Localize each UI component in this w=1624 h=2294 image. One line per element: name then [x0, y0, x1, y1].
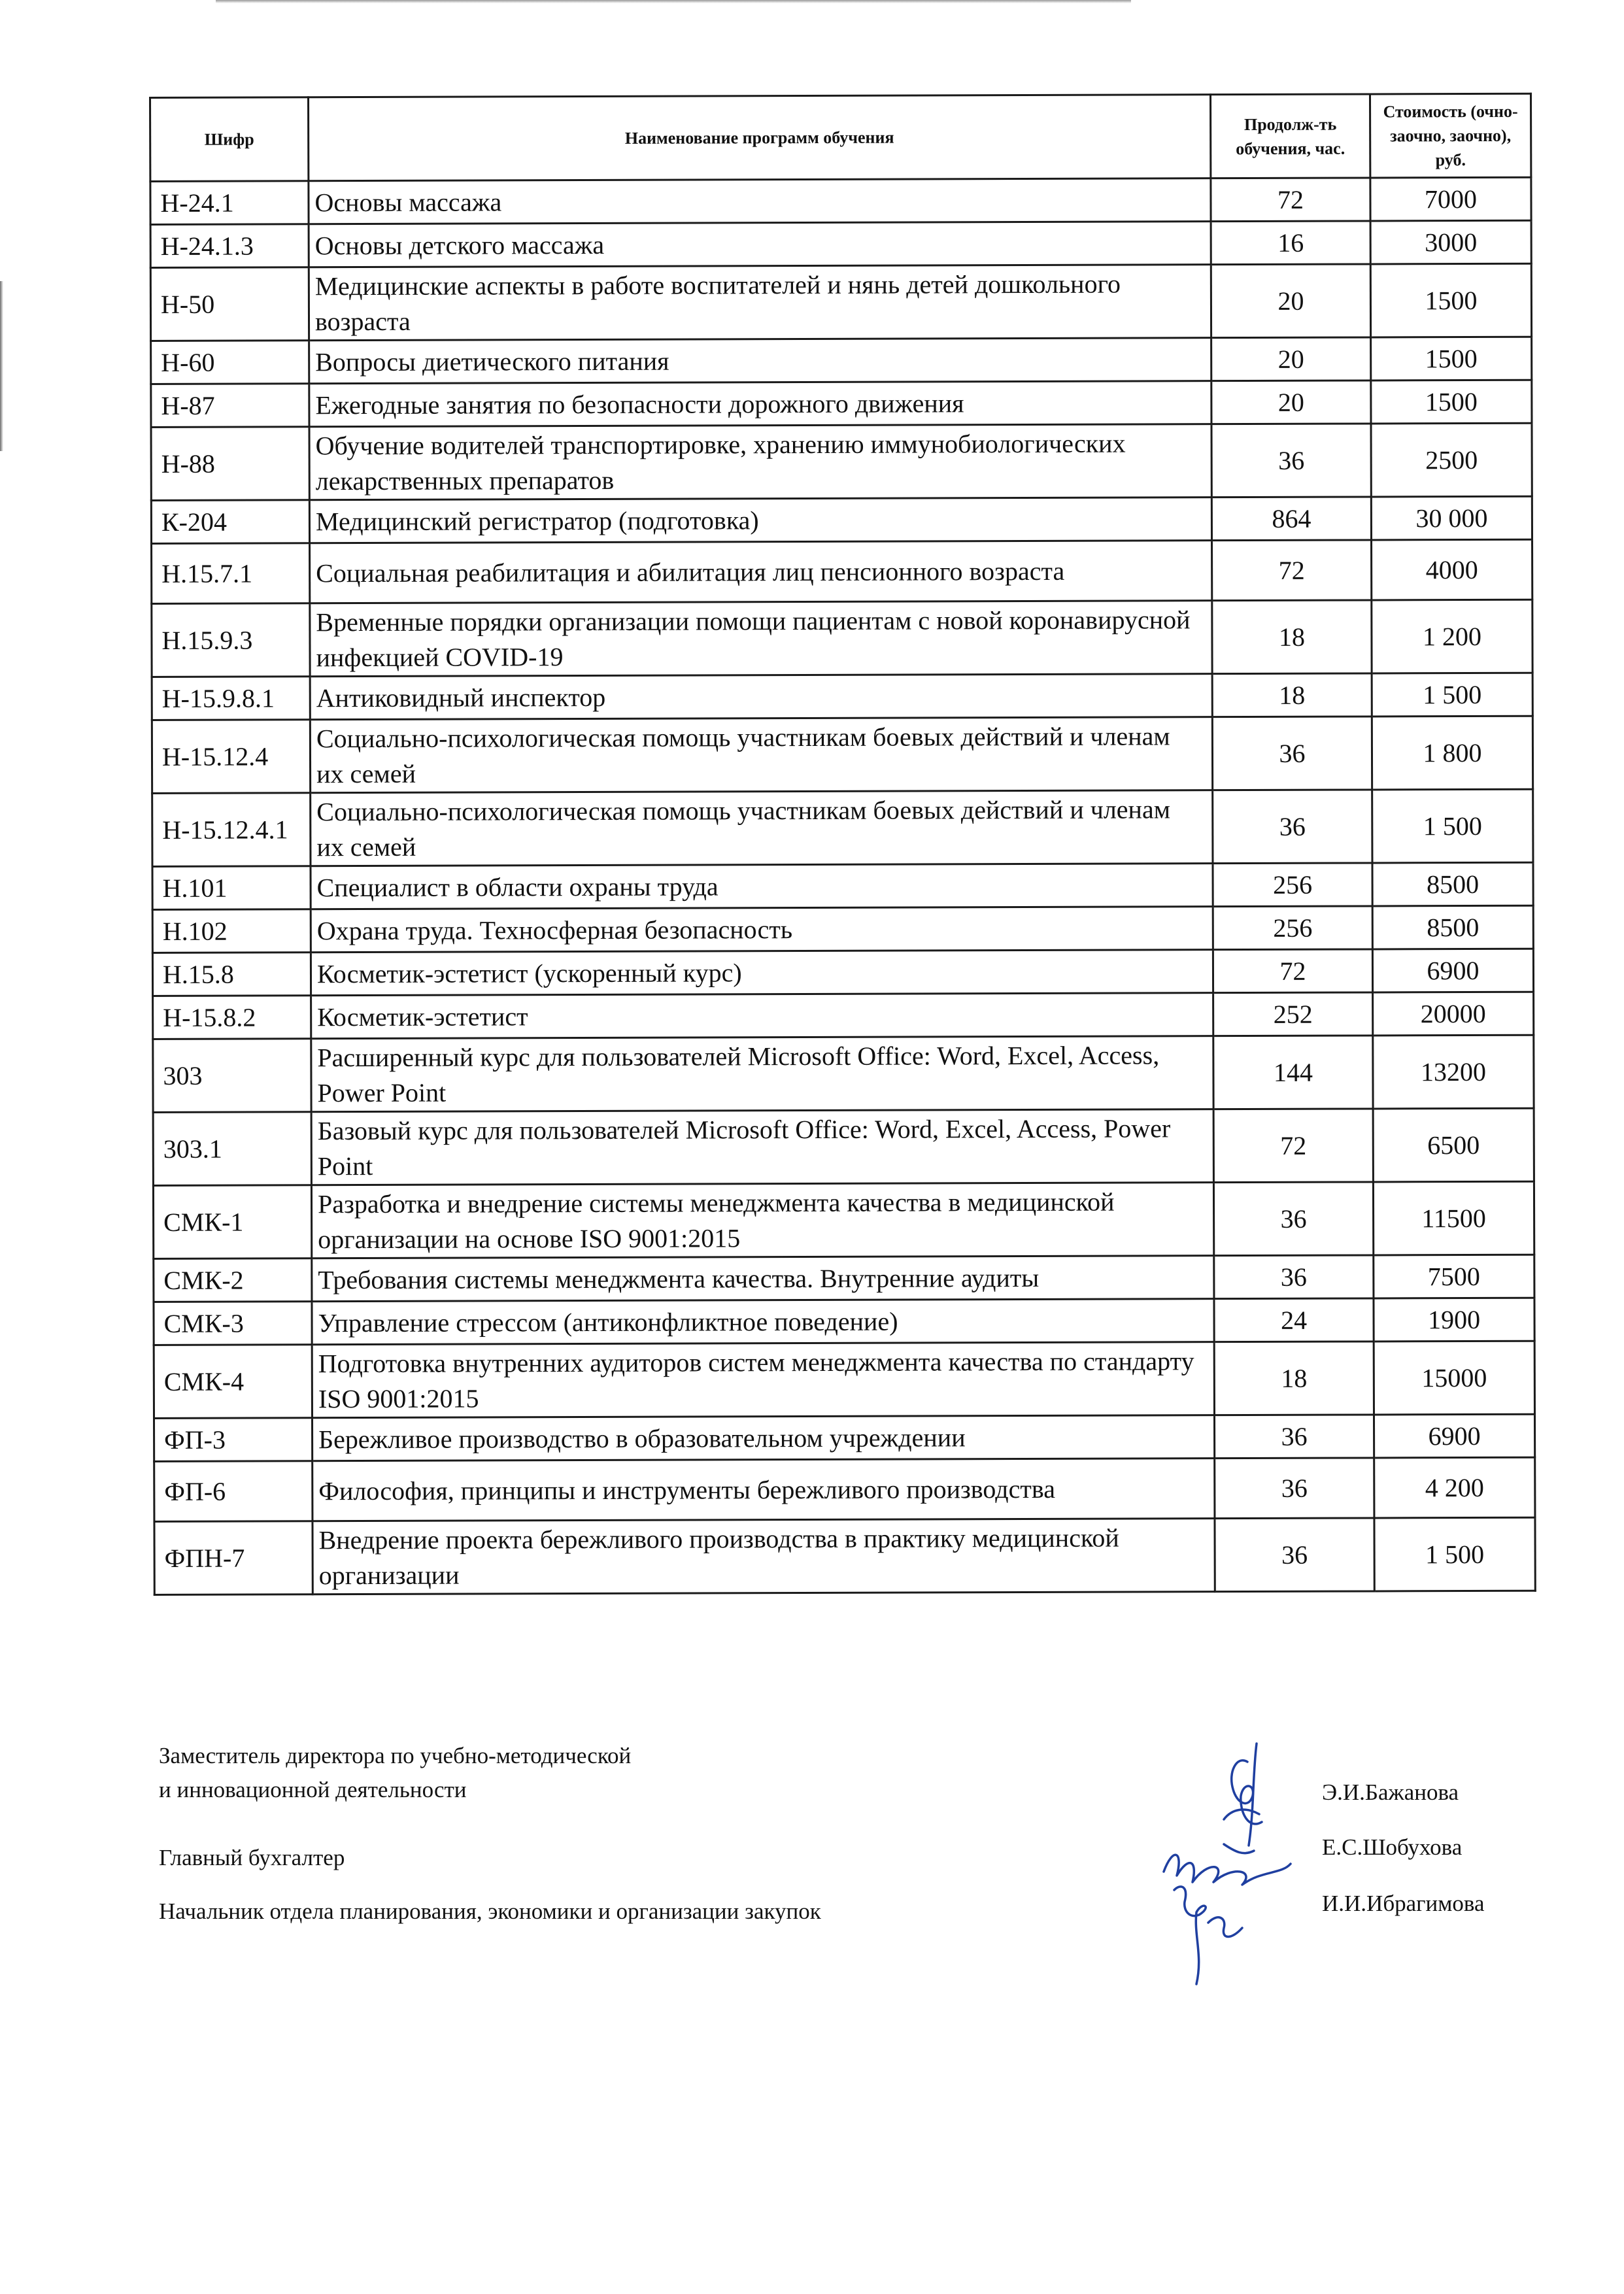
row-code: Н-60: [151, 341, 309, 384]
signatory-planning-title: Начальник отдела планирования, экономики и организации закупок: [159, 1898, 821, 1924]
row-program-name: Социальная реабилитация и абилитация лиц пенсионного возраста: [310, 541, 1212, 603]
row-program-name: Основы массажа: [309, 178, 1211, 224]
table-row: [152, 862, 1533, 909]
row-price: 11500: [1373, 1181, 1534, 1255]
row-price: 13200: [1373, 1035, 1534, 1109]
table-row: [152, 673, 1532, 720]
row-code: 303.1: [153, 1112, 311, 1186]
signatory-accountant-title: Главный бухгалтер: [159, 1845, 345, 1870]
row-hours: 36: [1211, 424, 1371, 498]
row-price: 4000: [1372, 539, 1532, 600]
row-hours: 864: [1211, 497, 1371, 541]
table-row: [151, 496, 1532, 543]
scan-edge-left: [0, 281, 3, 451]
table-row: [154, 1298, 1534, 1345]
row-program-name: Охрана труда. Техносферная безопасность: [311, 907, 1213, 953]
column-header-name: Наименование программ обучения: [309, 95, 1211, 181]
table-row: [154, 1255, 1534, 1302]
row-hours: 36: [1212, 717, 1372, 790]
table-row: [150, 220, 1531, 267]
row-code: Н-88: [151, 427, 309, 501]
row-program-name: Бережливое производство в образовательном учреждении: [312, 1415, 1214, 1461]
row-hours: 20: [1211, 380, 1371, 424]
row-hours: 16: [1211, 221, 1370, 265]
signatory-accountant-name: Е.С.Шобухова: [1322, 1834, 1463, 1860]
table-row: [152, 789, 1533, 866]
row-hours: 72: [1212, 540, 1372, 601]
row-program-name: Антиковидный инспектор: [310, 674, 1212, 720]
row-price: 3000: [1370, 220, 1531, 264]
row-program-name: Косметик-эстетист: [311, 993, 1213, 1039]
row-hours: 72: [1211, 178, 1370, 222]
row-hours: 20: [1211, 337, 1371, 381]
row-price: 1 500: [1374, 1517, 1535, 1591]
row-program-name: Вопросы диетического питания: [309, 338, 1211, 384]
row-program-name: Обучение водителей транспортировке, хранению иммунобиологических лекарственных препаратов: [309, 424, 1211, 500]
row-price: 1 800: [1372, 716, 1532, 790]
row-price: 4 200: [1374, 1457, 1535, 1518]
table-row: [152, 539, 1532, 603]
row-price: 2500: [1371, 423, 1532, 497]
row-hours: 18: [1212, 673, 1372, 717]
row-code: К-204: [151, 500, 309, 544]
row-program-name: Медицинские аспекты в работе воспитателей и нянь детей дошкольного возраста: [309, 265, 1211, 341]
table-row: [151, 337, 1532, 384]
row-hours: 256: [1213, 863, 1372, 907]
row-code: Н-15.12.4.1: [152, 793, 311, 867]
row-program-name: Социально-психологическая помощь участникам боевых действий и членам их семей: [310, 717, 1212, 793]
table-header-row: [150, 93, 1531, 181]
column-header-price: Стоимость (очно-заочно, заочно), руб.: [1370, 93, 1531, 178]
table-row: [150, 177, 1531, 224]
row-program-name: Временные порядки организации помощи пациентам с новой коронавирусной инфекцией COVID-19: [310, 601, 1212, 677]
row-program-name: Философия, принципы и инструменты бережливого производства: [313, 1459, 1215, 1521]
row-program-name: Расширенный курс для пользователей Microsoft Office: Word, Excel, Access, Power Point: [311, 1036, 1213, 1112]
row-code: Н-24.1.3: [150, 224, 309, 268]
signatory-deputy-title-line1: Заместитель директора по учебно-методической: [159, 1743, 632, 1768]
row-hours: 18: [1214, 1341, 1374, 1415]
scan-edge-top: [216, 0, 1131, 3]
row-program-name: Управление стрессом (антиконфликтное поведение): [312, 1299, 1214, 1345]
row-hours: 252: [1213, 992, 1373, 1036]
row-code: Н-50: [150, 267, 309, 341]
row-price: 7500: [1374, 1255, 1534, 1298]
row-code: Н-15.9.8.1: [152, 677, 310, 720]
row-price: 1 500: [1372, 789, 1533, 863]
table-row: [151, 423, 1532, 500]
column-header-code: Шифр: [150, 97, 309, 182]
row-price: 1900: [1374, 1298, 1534, 1341]
row-code: СМК-1: [153, 1185, 311, 1259]
table-row: [152, 905, 1533, 953]
row-program-name: Основы детского массажа: [309, 222, 1211, 267]
signatory-deputy-title-line2: и инновационной деятельности: [159, 1777, 467, 1802]
row-program-name: Медицинский регистратор (подготовка): [309, 498, 1211, 543]
row-hours: 24: [1214, 1298, 1374, 1342]
table-row: [154, 1341, 1534, 1418]
row-price: 1500: [1371, 337, 1532, 380]
row-code: Н.15.7.1: [152, 543, 310, 604]
row-code: Н-15.12.4: [152, 720, 310, 794]
table-body: [150, 177, 1535, 1594]
row-code: Н.102: [152, 909, 311, 953]
row-code: Н-15.8.2: [153, 996, 311, 1039]
row-price: 1 500: [1372, 673, 1532, 717]
row-code: Н-24.1: [150, 181, 309, 225]
row-price: 15000: [1374, 1341, 1534, 1415]
row-program-name: Ежегодные занятия по безопасности дорожного движения: [309, 381, 1211, 427]
table-row: [152, 716, 1532, 793]
row-hours: 36: [1214, 1255, 1374, 1299]
signatory-deputy-name: Э.И.Бажанова: [1322, 1780, 1459, 1805]
row-program-name: Специалист в области охраны труда: [311, 864, 1213, 909]
row-hours: 36: [1215, 1518, 1374, 1592]
row-price: 6500: [1373, 1108, 1534, 1182]
row-hours: 144: [1213, 1036, 1373, 1109]
row-price: 6900: [1374, 1414, 1534, 1458]
row-code: Н-87: [151, 384, 309, 428]
table-row: [154, 1414, 1534, 1461]
row-hours: 36: [1214, 1415, 1374, 1459]
row-code: СМК-3: [154, 1302, 312, 1345]
row-hours: 36: [1213, 790, 1372, 864]
row-hours: 36: [1213, 1182, 1373, 1256]
row-program-name: Разработка и внедрение системы менеджмента качества в медицинской организации на основе ISO 9001:2015: [311, 1183, 1213, 1258]
signatory-deputy-title: [159, 1739, 631, 1807]
row-program-name: Подготовка внутренних аудиторов систем менеджмента качества по стандарту ISO 9001:2015: [312, 1342, 1214, 1418]
row-price: 20000: [1373, 992, 1534, 1036]
table-row: [154, 1517, 1535, 1594]
row-program-name: Социально-психологическая помощь участникам боевых действий и членам их семей: [311, 790, 1213, 866]
row-program-name: Требования системы менеджмента качества. Внутренние аудиты: [312, 1256, 1214, 1302]
row-code: ФП-6: [154, 1461, 313, 1522]
row-price: 1500: [1371, 380, 1532, 424]
row-price: 6900: [1372, 949, 1533, 992]
table-row: [153, 1181, 1534, 1258]
row-code: ФПН-7: [154, 1521, 313, 1595]
row-code: Н.101: [152, 866, 311, 910]
row-code: ФП-3: [154, 1418, 312, 1462]
row-hours: 18: [1212, 600, 1372, 674]
row-program-name: Косметик-эстетист (ускоренный курс): [311, 950, 1213, 996]
row-code: Н.15.8: [152, 953, 311, 996]
row-code: СМК-4: [154, 1345, 312, 1419]
row-hours: 72: [1213, 949, 1372, 993]
row-hours: 256: [1213, 906, 1372, 950]
row-price: 8500: [1372, 905, 1533, 949]
programs-table: [149, 93, 1536, 1596]
row-hours: 20: [1211, 264, 1370, 338]
row-program-name: Базовый курс для пользователей Microsoft Office: Word, Excel, Access, Power Point: [311, 1109, 1213, 1185]
table-row: [153, 1035, 1534, 1112]
column-header-hours: Продолж-ть обучения, час.: [1210, 94, 1370, 178]
row-price: 1 200: [1372, 599, 1532, 673]
row-code: 303: [153, 1039, 311, 1113]
table-row: [153, 1108, 1534, 1185]
table-row: [151, 380, 1532, 427]
table-row: [150, 263, 1531, 341]
table-row: [152, 949, 1533, 996]
table-row: [152, 599, 1532, 677]
handwritten-signatures: [1151, 1736, 1308, 1997]
row-price: 1500: [1370, 263, 1531, 337]
row-program-name: Внедрение проекта бережливого производства в практику медицинской организации: [313, 1519, 1215, 1594]
row-price: 30 000: [1371, 496, 1532, 540]
row-code: СМК-2: [154, 1258, 312, 1302]
row-hours: 36: [1215, 1458, 1374, 1519]
signatory-planning-name: И.И.Ибрагимова: [1322, 1891, 1485, 1916]
table-row: [154, 1457, 1535, 1521]
row-price: 8500: [1372, 862, 1533, 906]
row-hours: 72: [1213, 1109, 1373, 1183]
table-row: [153, 992, 1534, 1039]
row-code: Н.15.9.3: [152, 603, 310, 677]
row-price: 7000: [1370, 177, 1531, 221]
